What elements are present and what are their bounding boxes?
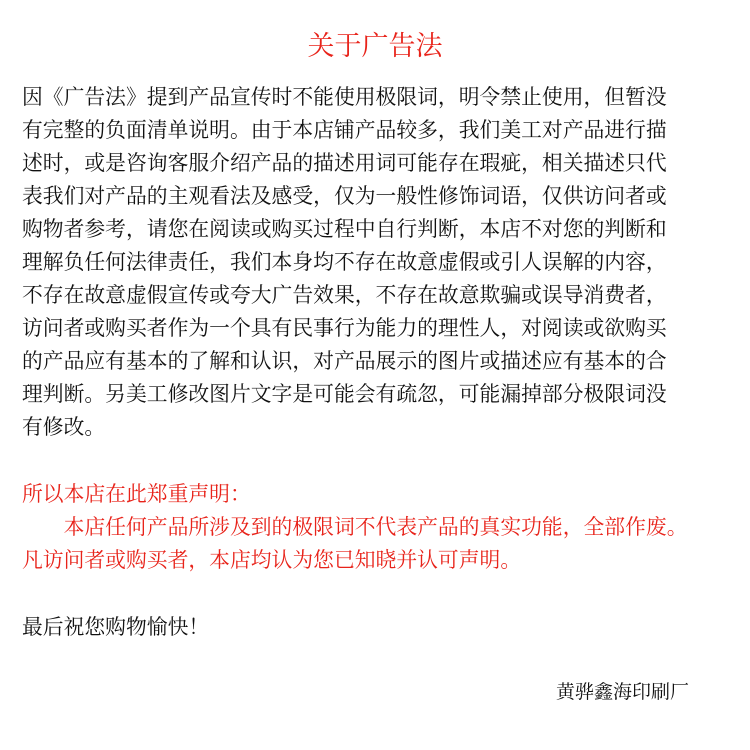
paragraph-line: 的产品应有基本的了解和认识，对产品展示的图片或描述应有基本的合 [22,349,667,373]
declaration-line: 本店任何产品所涉及到的极限词不代表产品的真实功能，全部作废。 [22,515,688,539]
declaration-line: 所以本店在此郑重声明： [22,482,251,506]
signature: 黄骅鑫海印刷厂 [556,681,690,703]
paragraph-line: 不存在故意虚假宣传或夸大广告效果，不存在故意欺骗或误导消费者， [22,283,667,307]
paragraph-line: 因《广告法》提到产品宣传时不能使用极限词，明令禁止使用，但暂没 [22,85,667,109]
paragraph-line: 有完整的负面清单说明。由于本店铺产品较多，我们美工对产品进行描 [22,118,667,142]
paragraph-line: 有修改。 [22,415,106,439]
paragraph-line: 述时，或是咨询客服介绍产品的描述用词可能存在瑕疵，相关描述只代 [22,151,667,175]
closing-text: 最后祝您购物愉快！ [22,615,210,639]
paragraph-line: 访问者或购买者作为一个具有民事行为能力的理性人，对阅读或欲购买 [22,316,667,340]
paragraph-line: 购物者参考，请您在阅读或购买过程中自行判断，本店不对您的判断和 [22,217,667,241]
paragraph-line: 理解负任何法律责任，我们本身均不存在故意虚假或引人误解的内容， [22,250,667,274]
declaration-line: 凡访问者或购买者，本店均认为您已知晓并认可声明。 [22,548,522,572]
page-title: 关于广告法 [307,31,443,62]
paragraph-line: 理判断。另美工修改图片文字是可能会有疏忽，可能漏掉部分极限词没 [22,382,667,406]
paragraph-line: 表我们对产品的主观看法及感受，仅为一般性修饰词语，仅供访问者或 [22,184,667,208]
